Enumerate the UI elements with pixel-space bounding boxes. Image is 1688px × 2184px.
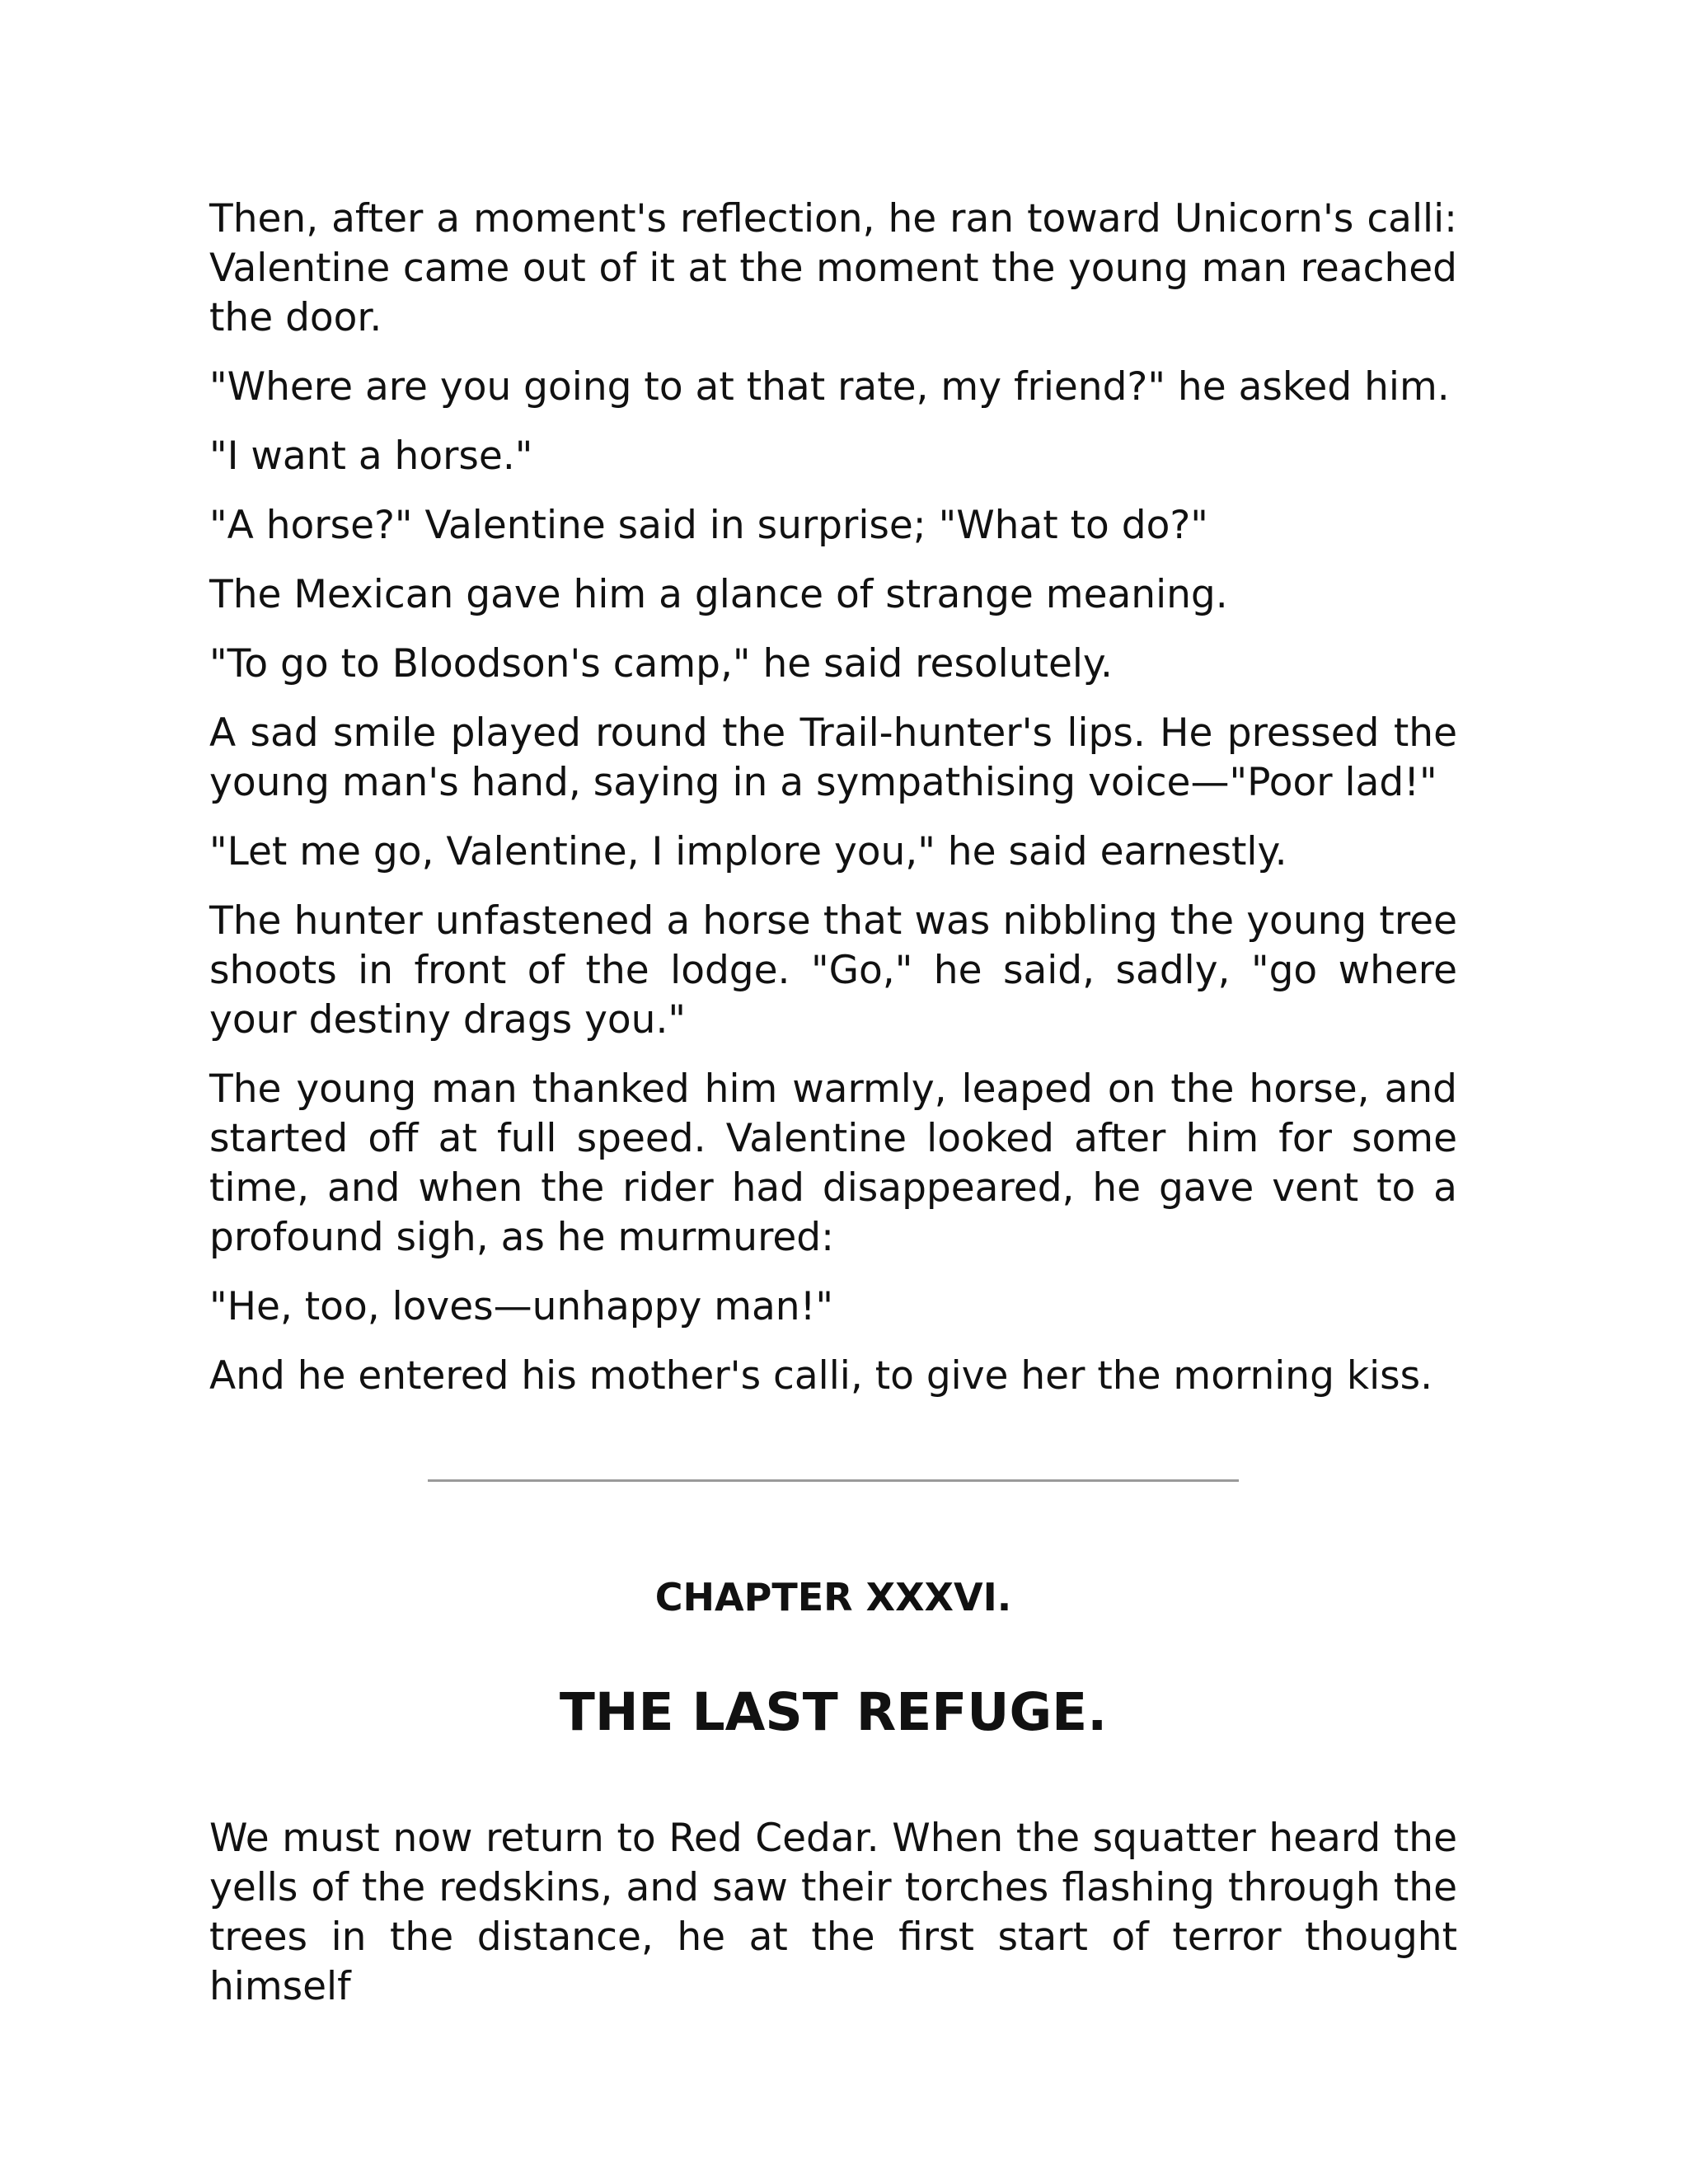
paragraph: The hunter unfastened a horse that was nibbling the young tree shoots in front of the lodge. "Go," he said, sadly, "go where your destiny drags you." <box>209 898 1457 1043</box>
paragraph: And he entered his mother's calli, to give her the morning kiss. <box>209 1353 1433 1399</box>
paragraph: A sad smile played round the Trail-hunter's lips. He pressed the young man's hand, saying in a sympathising voice—"Poor lad!" <box>209 710 1457 805</box>
paragraph: We must now return to Red Cedar. When the squatter heard the yells of the redskins, and saw their torches flashing through the trees in the distance, he at the first start of terror thought himself <box>209 1816 1457 2009</box>
paragraph: "To go to Bloodson's camp," he said resolutely. <box>209 641 1113 687</box>
page-content <box>209 194 1457 2032</box>
chapter-number: CHAPTER XXXVI. <box>654 1575 1012 1619</box>
chapter-title: THE LAST REFUGE. <box>559 1682 1108 1742</box>
paragraph: The young man thanked him warmly, leaped on the horse, and started off at full speed. Valentine looked after him for some time, and when the rider had disappeared, he gave vent to a profound sigh, as he murmured: <box>209 1066 1457 1260</box>
paragraph: "A horse?" Valentine said in surprise; "What to do?" <box>209 503 1208 548</box>
paragraph: "I want a horse." <box>209 434 533 479</box>
paragraph: The Mexican gave him a glance of strange meaning. <box>209 572 1228 617</box>
paragraph: "Where are you going to at that rate, my friend?" he asked him. <box>209 364 1450 410</box>
paragraph: Then, after a moment's reflection, he ran toward Unicorn's calli: Valentine came out of it at the moment the young man reached the door. <box>209 196 1457 340</box>
paragraph: "Let me go, Valentine, I implore you," he said earnestly. <box>209 829 1287 874</box>
section-divider <box>428 1479 1239 1482</box>
paragraph: "He, too, loves—unhappy man!" <box>209 1284 834 1329</box>
